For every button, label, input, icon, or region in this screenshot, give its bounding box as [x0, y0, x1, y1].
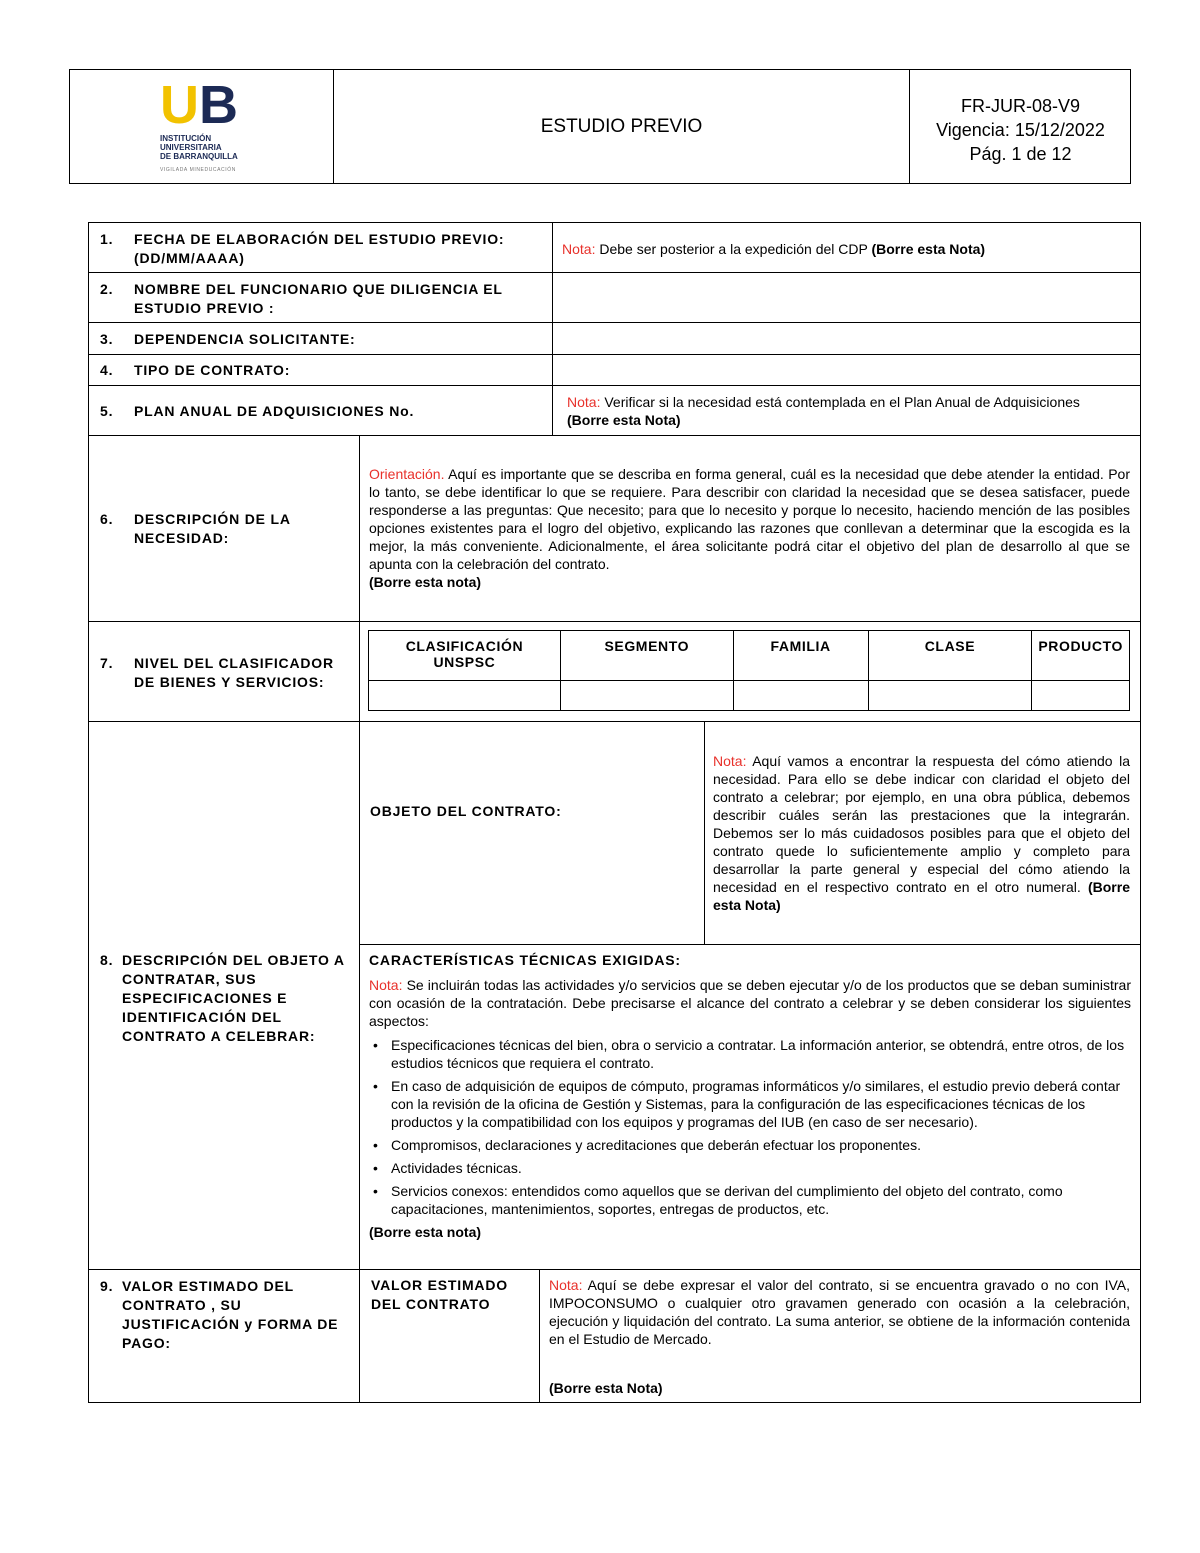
objeto-contrato-note	[713, 752, 1130, 914]
list-item: • En caso de adquisición de equipos de cómputo, programas informáticos y/o similares, el estudio previo deberá contar con la revisión de la oficina de Gestión y Sistemas, para la configuración de las especificaciones técnicas de los productos y la compatibilidad con los equipos y programas del IUB (en caso de ser necesario).	[369, 1077, 1131, 1131]
valor-note-bold: (Borre esta Nota)	[549, 1380, 663, 1396]
unspsc-header-clasificacion: CLASIFICACIÓN UNSPSC	[369, 631, 561, 681]
row-2-value-field[interactable]	[553, 273, 1140, 322]
section-9-divider	[359, 1269, 360, 1403]
section-8-number: 8.	[100, 952, 114, 968]
row-1-note-prefix: Nota:	[562, 241, 596, 257]
row-3-number: 3.	[100, 331, 114, 347]
row-5-note-text: Verificar si la necesidad está contemplada en el Plan Anual de Adquisiciones	[600, 394, 1080, 410]
row-2-number: 2.	[100, 281, 114, 297]
caracteristicas-list	[369, 1036, 1131, 1218]
document-code: FR-JUR-08-V9	[960, 96, 1080, 116]
caracteristicas-bold: (Borre esta nota)	[369, 1224, 482, 1240]
row-5-label	[100, 402, 540, 421]
row-5-note-prefix: Nota:	[567, 394, 601, 410]
valor-note-prefix: Nota:	[549, 1277, 583, 1293]
section-7-label-text: NIVEL DEL CLASIFICADOR DE BIENES Y SERVICIOS:	[134, 655, 334, 690]
section-6-divider	[359, 435, 360, 622]
caracteristicas-note-prefix: Nota:	[369, 977, 403, 993]
document-title: ESTUDIO PREVIO	[540, 116, 703, 137]
row-5-number: 5.	[100, 403, 114, 419]
row-5-label-text: PLAN ANUAL DE ADQUISICIONES No.	[134, 403, 415, 419]
section-8-label-text: DESCRIPCIÓN DEL OBJETO A CONTRATAR, SUS ESPECIFICACIONES E IDENTIFICACIÓN DEL CONTRATO A CELEBRAR:	[122, 952, 345, 1044]
section-7-label	[100, 654, 350, 692]
list-item: • Actividades técnicas.	[369, 1159, 1131, 1177]
valor-note-text: Aquí se debe expresar el valor del contrato, si se encuentra gravado o no con IVA, IMPOCONSUMO o cualquier otro gravamen generado con ocasión a la celebración, ejecución y liquidación del contrato. La suma anterior, se obtiene de la información contenida en el Estudio de Mercado.	[549, 1277, 1130, 1347]
caracteristicas-section	[369, 951, 1131, 1241]
row-4-number: 4.	[100, 362, 114, 378]
unspsc-header-producto: PRODUCTO	[1032, 631, 1130, 681]
caracteristicas-note	[369, 976, 1131, 1030]
section-6-number: 6.	[100, 511, 114, 527]
logo-tagline: VIGILADA MINEDUCACIÓN	[160, 167, 236, 173]
row-5-note	[567, 393, 1107, 429]
section-6-label	[100, 510, 350, 548]
row-2-label	[100, 280, 540, 318]
unspsc-cell-clase[interactable]	[868, 681, 1032, 711]
valor-estimado-label: VALOR ESTIMADO DEL CONTRATO	[371, 1277, 508, 1312]
document-page: Pág. 1 de 12	[969, 144, 1072, 164]
section-6-orientation	[369, 465, 1130, 591]
unspsc-cell-producto[interactable]	[1032, 681, 1130, 711]
unspsc-cell-clasificacion[interactable]	[369, 681, 561, 711]
row-4-label-text: TIPO DE CONTRATO:	[134, 362, 291, 378]
row-1-label	[100, 230, 540, 268]
row-1-number: 1.	[100, 231, 114, 247]
section-9-label-text: VALOR ESTIMADO DEL CONTRATO , SU JUSTIFICACIÓN y FORMA DE PAGO:	[122, 1278, 339, 1351]
row-2-label-text: NOMBRE DEL FUNCIONARIO QUE DILIGENCIA EL ESTUDIO PREVIO :	[134, 281, 503, 316]
row-3-value-field[interactable]	[553, 323, 1140, 354]
list-item: • Especificaciones técnicas del bien, obra o servicio a contratar. La información anterior, se obtendrá, entre otros, de los estudios técnicos que requiera el contrato.	[369, 1036, 1131, 1072]
section-8-row-divider	[359, 944, 1141, 945]
section-7-number: 7.	[100, 655, 114, 671]
objeto-contrato-label: OBJETO DEL CONTRATO:	[370, 803, 562, 819]
row-divider	[88, 385, 1141, 386]
section-6-label-text: DESCRIPCIÓN DE LA NECESIDAD:	[134, 511, 291, 546]
document-vigencia: Vigencia: 15/12/2022	[936, 120, 1105, 140]
list-item: • Servicios conexos: entendidos como aquellos que se derivan del cumplimiento del objeto del contrato, como capacitaciones, mantenimientos, soportes, entregas de productos, etc.	[369, 1182, 1131, 1218]
unspsc-cell-segmento[interactable]	[560, 681, 733, 711]
logo-line-1: INSTITUCIÓN	[160, 134, 212, 143]
unspsc-table	[368, 630, 1130, 711]
caracteristicas-note-text: Se incluirán todas las actividades y/o servicios que se deben ejecutar y/o de los productos que se deban suministrar con ocasión de la contratación. Debe precisarse el alcance del contrato a celebrar y se deben considerar los siguientes aspectos:	[369, 977, 1131, 1029]
row-5-note-bold: (Borre esta Nota)	[567, 412, 681, 428]
caracteristicas-label: CARACTERÍSTICAS TÉCNICAS EXIGIDAS:	[369, 952, 681, 968]
unspsc-header-clase: CLASE	[868, 631, 1032, 681]
unspsc-header-familia: FAMILIA	[733, 631, 868, 681]
valor-estimado-note	[549, 1276, 1130, 1348]
list-item: • Compromisos, declaraciones y acreditaciones que deberán efectuar los proponentes.	[369, 1136, 1131, 1154]
section-9-number: 9.	[100, 1278, 114, 1294]
logo-letter-b: B	[199, 75, 238, 135]
row-3-label	[100, 330, 540, 349]
document-meta	[910, 94, 1131, 166]
objeto-note-text: Aquí vamos a encontrar la respuesta del cómo atiendo la necesidad. Para ello se debe indicar con claridad el objeto del contrato a celebrar; por ejemplo, en una obra pública, debemos describir cuáles serán las prestaciones que la integrarán. Debemos ser lo más cuidadosos posibles para que el objeto del contrato quede lo suficientemente amplio y completo para desarrollar la parte general y especial del cómo atiendo la necesidad en el respectivo contrato en el otro numeral.	[713, 753, 1130, 895]
section-6-orientation-prefix: Orientación.	[369, 466, 445, 482]
row-3-label-text: DEPENDENCIA SOLICITANTE:	[134, 331, 356, 347]
section-6-orientation-bold: (Borre esta nota)	[369, 574, 482, 590]
objeto-note-prefix: Nota:	[713, 753, 747, 769]
row-4-label	[100, 361, 540, 380]
logo-line-2: UNIVERSITARIA	[160, 143, 222, 152]
unspsc-cell-familia[interactable]	[733, 681, 868, 711]
row-1-note	[562, 240, 1132, 258]
section-8-label	[100, 951, 352, 1046]
unspsc-header-segmento: SEGMENTO	[560, 631, 733, 681]
row-1-note-text: Debe ser posterior a la expedición del CDP	[595, 241, 872, 257]
section-9-sub-divider	[539, 1269, 540, 1403]
institution-logo	[160, 75, 320, 178]
logo-letter-u: U	[160, 75, 199, 135]
section-6-orientation-text: Aquí es importante que se describa en forma general, cuál es la necesidad que debe atender la entidad. Por lo tanto, se debe identificar lo que se requiere. Para describir con claridad la necesidad que se desea satisfacer, puede responderse a las preguntas: Que necesito; para que lo necesito y porque lo necesito, haciendo mención de las posibles opciones existentes para el logro del objetivo, explicando las razones que conllevan a determinar que la escogida es la mejor, la más conveniente. Adicionalmente, el área solicitante podrá citar el objetivo del plan de desarrollo al que se apunta con la celebración del contrato.	[369, 466, 1130, 572]
row-4-value-field[interactable]	[553, 355, 1140, 385]
section-9-label	[100, 1277, 352, 1353]
section-8-objeto-divider	[704, 721, 705, 945]
logo-line-3: DE BARRANQUILLA	[160, 152, 238, 161]
objeto-note-bold: (Borre esta Nota)	[713, 879, 1130, 913]
row-1-note-bold: (Borre esta Nota)	[871, 241, 986, 257]
section-7-divider	[359, 621, 360, 722]
section-8-divider	[359, 721, 360, 1270]
row-1-label-text: FECHA DE ELABORACIÓN DEL ESTUDIO PREVIO: (DD/MM/AAAA)	[134, 231, 505, 266]
